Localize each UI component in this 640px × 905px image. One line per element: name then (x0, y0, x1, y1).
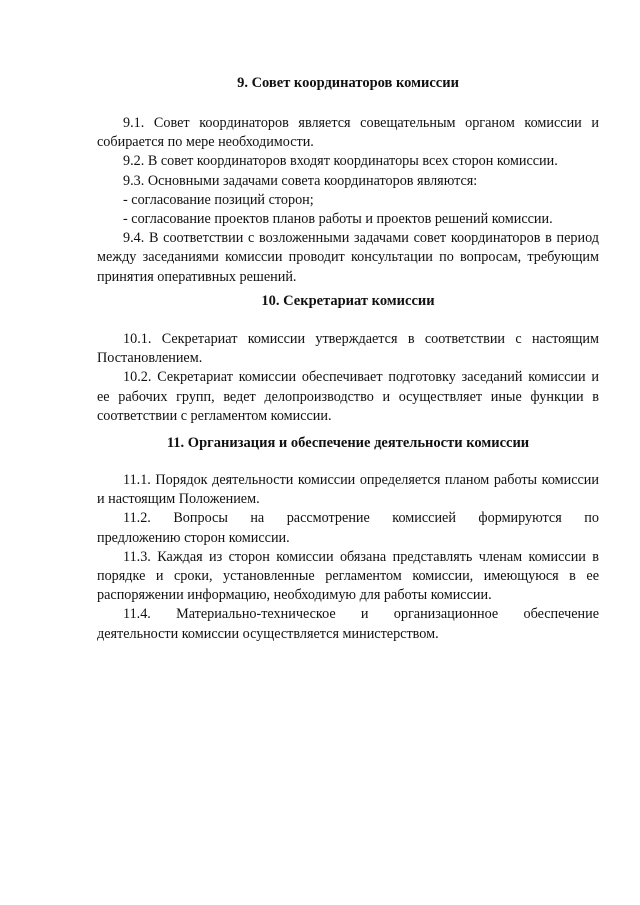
list-item: - согласование позиций сторон; (123, 191, 314, 208)
section-11-body (97, 471, 599, 644)
section-11-title-block (97, 433, 599, 453)
paragraph-11-2-first-line (97, 509, 599, 528)
section-9-title-block (97, 73, 599, 93)
paragraph-11-1: 11.1. Порядок деятельности комиссии определяется планом работы комиссии и настоящим Положением. (97, 472, 599, 508)
paragraph-11-3: 11.3. Каждая из сторон комиссии обязана представлять членам комиссии в порядке и сроки, установленные регламентом комиссии, имеющуюся в ее распоряжении информацию, необходимую для работы комиссии. (97, 548, 599, 604)
word: рассмотрение (286, 510, 370, 527)
paragraph-9-2: 9.2. В совет координаторов входят координаторы всех сторон комиссии. (123, 153, 558, 170)
word: организационное (393, 606, 499, 623)
section-9-title: 9. Совет координаторов комиссии (237, 75, 459, 91)
word: на (250, 510, 265, 527)
word: Вопросы (173, 510, 228, 527)
paragraph-9-4: 9.4. В соответствии с возложенными задачами совет координаторов в период между заседаниями комиссии проводит консультации по вопросам, требующим принятия оперативных решений. (97, 230, 599, 285)
word: и (360, 606, 369, 623)
paragraph-11-4-rest: деятельности комиссии осуществляется министерством. (97, 625, 439, 642)
word: 11.2. (123, 510, 151, 527)
section-9-body (97, 114, 599, 287)
list-item: - согласование проектов планов работы и проектов решений комиссии. (123, 211, 553, 228)
word: обеспечение (523, 606, 599, 623)
paragraph-9-1: 9.1. Совет координаторов является совещательным органом комиссии и собирается по мере необходимости. (97, 115, 599, 151)
section-10-body (97, 330, 599, 426)
paragraph-11-2-rest: предложению сторон комиссии. (97, 529, 290, 546)
paragraph-10-2: 10.2. Секретариат комиссии обеспечивает подготовку заседаний комиссии и ее рабочих групп, ведет делопроизводство и осуществляет иные функции в соответствии с регламентом комиссии. (97, 369, 599, 424)
paragraph-10-1: 10.1. Секретариат комиссии утверждается в соответствии с настоящим Постановлением. (97, 331, 599, 367)
paragraph-11-4-first-line (97, 605, 599, 624)
paragraph-9-3: 9.3. Основными задачами совета координаторов являются: (123, 172, 478, 189)
section-10-title-block (97, 291, 599, 311)
word: 11.4. (123, 606, 151, 623)
word: по (584, 510, 599, 527)
section-10-title: 10. Секретариат комиссии (261, 293, 435, 309)
word: формируются (478, 510, 562, 527)
word: Материально-техническое (176, 606, 336, 623)
word: комиссией (392, 510, 456, 527)
section-11-title: 11. Организация и обеспечение деятельности комиссии (166, 435, 530, 451)
